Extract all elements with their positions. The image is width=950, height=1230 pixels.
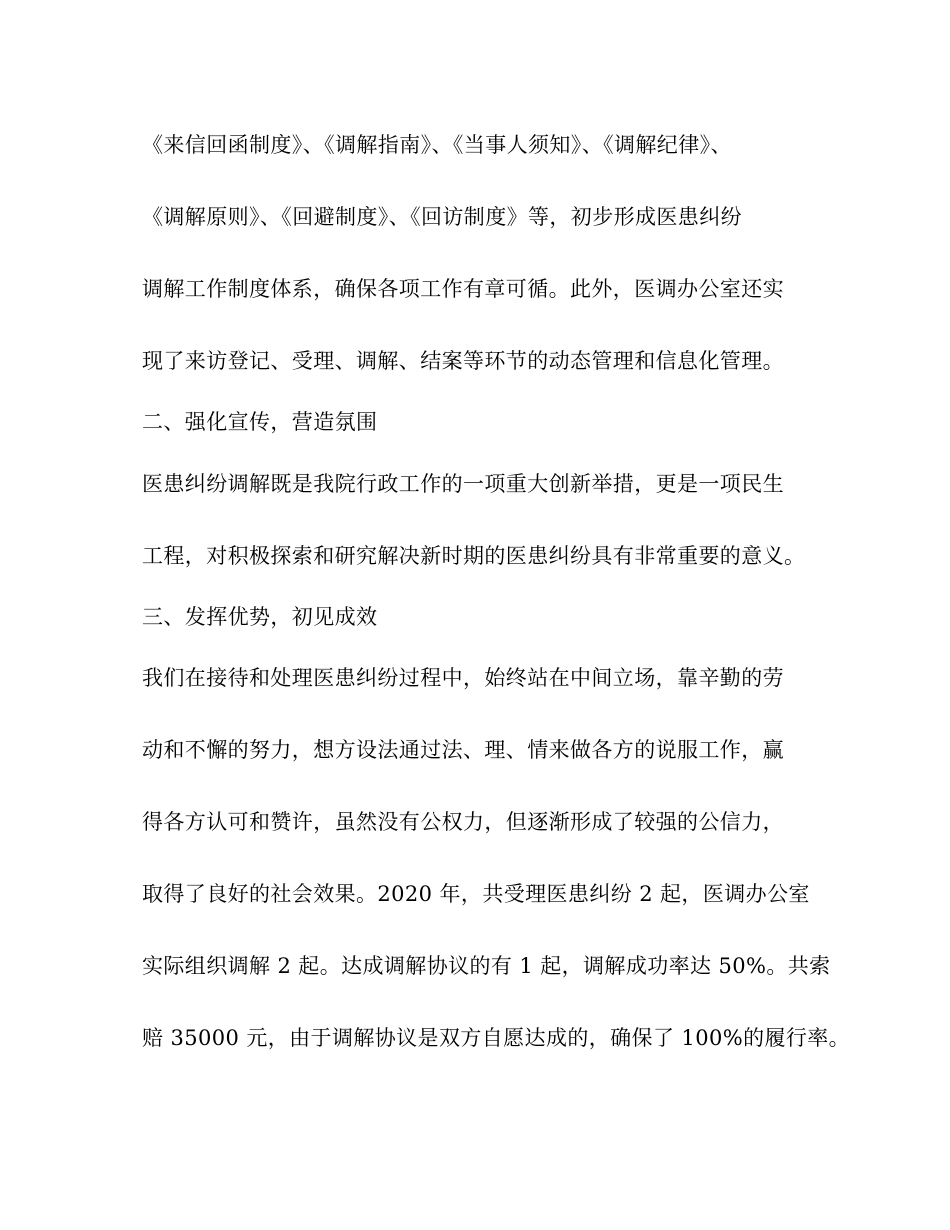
paragraph-line: 赔 35000 元，由于调解协议是双方自愿达成的，确保了 100%的履行率。 (142, 1026, 851, 1050)
paragraph-line: 《来信回函制度》、《调解指南》、《当事人须知》、《调解纪律》、 (142, 133, 732, 157)
paragraph-line: 《调解原则》、《回避制度》、《回访制度》等，初步形成医患纠纷 (142, 205, 742, 229)
paragraph-line: 得各方认可和赞许，虽然没有公权力，但逐渐形成了较强的公信力， (142, 810, 784, 834)
paragraph-line: 取得了良好的社会效果。2020 年，共受理医患纠纷 2 起，医调办公室 (142, 882, 810, 906)
paragraph-line: 工程，对积极探索和研究解决新时期的医患纠纷具有非常重要的意义。 (142, 544, 806, 568)
paragraph-line: 实际组织调解 2 起。达成调解协议的有 1 起，调解成功率达 50%。共索 (142, 954, 831, 978)
paragraph-line: 动和不懈的努力，想方设法通过法、理、情来做各方的说服工作，赢 (142, 738, 784, 762)
paragraph-line: 现了来访登记、受理、调解、结案等环节的动态管理和信息化管理。 (142, 349, 784, 373)
paragraph-line: 我们在接待和处理医患纠纷过程中，始终站在中间立场，靠辛勤的劳 (142, 666, 784, 690)
section-heading: 二、强化宣传，营造氛围 (142, 410, 378, 434)
paragraph-line: 医患纠纷调解既是我院行政工作的一项重大创新举措，更是一项民生 (142, 472, 784, 496)
paragraph-line: 调解工作制度体系，确保各项工作有章可循。此外，医调办公室还实 (142, 277, 784, 301)
section-heading: 三、发挥优势，初见成效 (142, 605, 378, 629)
